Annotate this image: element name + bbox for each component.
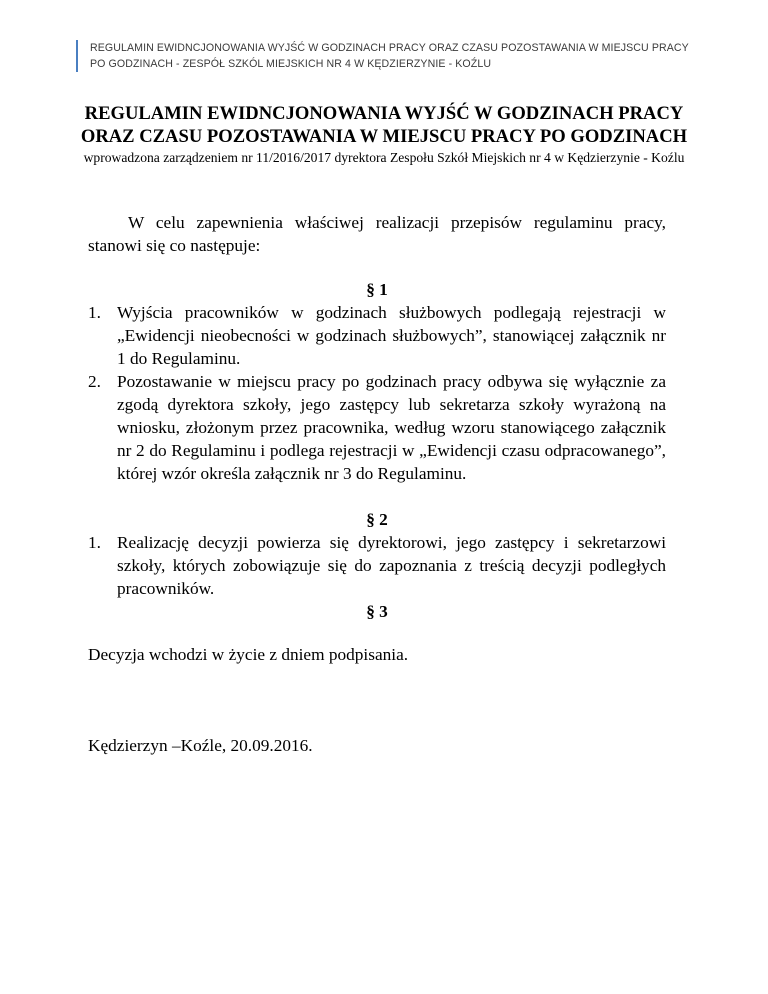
header-line-1: REGULAMIN EWIDNCJONOWANIA WYJŚĆ W GODZINACH PRACY ORAZ CZASU POZOSTAWANIA W MIEJSCU PRACY [90,42,689,54]
list-item-number: 1. [88,303,101,322]
document-title-line-2: ORAZ CZASU POZOSTAWANIA W MIEJSCU PRACY PO GODZINACH [80,126,688,147]
list-item-text: Pozostawanie w miejscu pracy po godzinach pracy odbywa się wyłącznie za zgodą dyrektora szkoły, jego zastępcy lub sekretarza szkoły wyrażoną na wniosku, złożonym przez pracownika, według wzoru stanowiącego załącznik nr 2 do Regulaminu i podlega rejestracji w „Ewidencji czasu odpracowanego”, której wzór określa załącznik nr 3 do Regulaminu. [117,372,666,483]
list-item-number: 2. [88,372,101,391]
list-item [88,301,666,370]
document-subtitle: wprowadzona zarządzeniem nr 11/2016/2017 dyrektora Zespołu Szkół Miejskich nr 4 w Kędzierzynie - Koźlu [83,150,685,165]
section-3-heading: § 3 [366,602,388,621]
list-item-number: 1. [88,533,101,552]
section-1-list [88,301,666,485]
page-header [76,40,730,72]
list-item-text: Realizację decyzji powierza się dyrektorowi, jego zastępcy i sekretarzowi szkoły, których zobowiązuje się do zapoznania z treścią decyzji podległych pracowników. [117,533,666,598]
section-1-heading: § 1 [366,280,388,299]
intro-paragraph: W celu zapewnienia właściwej realizacji przepisów regulaminu pracy, stanowi się co następuje: [88,213,666,255]
place-and-date: Kędzierzyn –Koźle, 20.09.2016. [88,736,313,755]
list-item [88,531,666,600]
document-body [88,211,666,757]
header-line-2: PO GODZINACH - ZESPÓŁ SZKÓL MIEJSKICH NR 4 W KĘDZIERZYNIE - KOŹLU [90,58,492,70]
document-title-line-1: REGULAMIN EWIDNCJONOWANIA WYJŚĆ W GODZINACH PRACY [84,103,684,124]
section-2-heading: § 2 [366,510,388,529]
list-item-text: Wyjścia pracowników w godzinach służbowych podlegają rejestracji w „Ewidencji nieobecności w godzinach służbowych”, stanowiącej załącznik nr 1 do Regulaminu. [117,303,666,368]
document-title-block [80,102,688,167]
section-2-list [88,531,666,600]
effective-statement: Decyzja wchodzi w życie z dniem podpisania. [88,645,409,664]
list-item [88,370,666,485]
